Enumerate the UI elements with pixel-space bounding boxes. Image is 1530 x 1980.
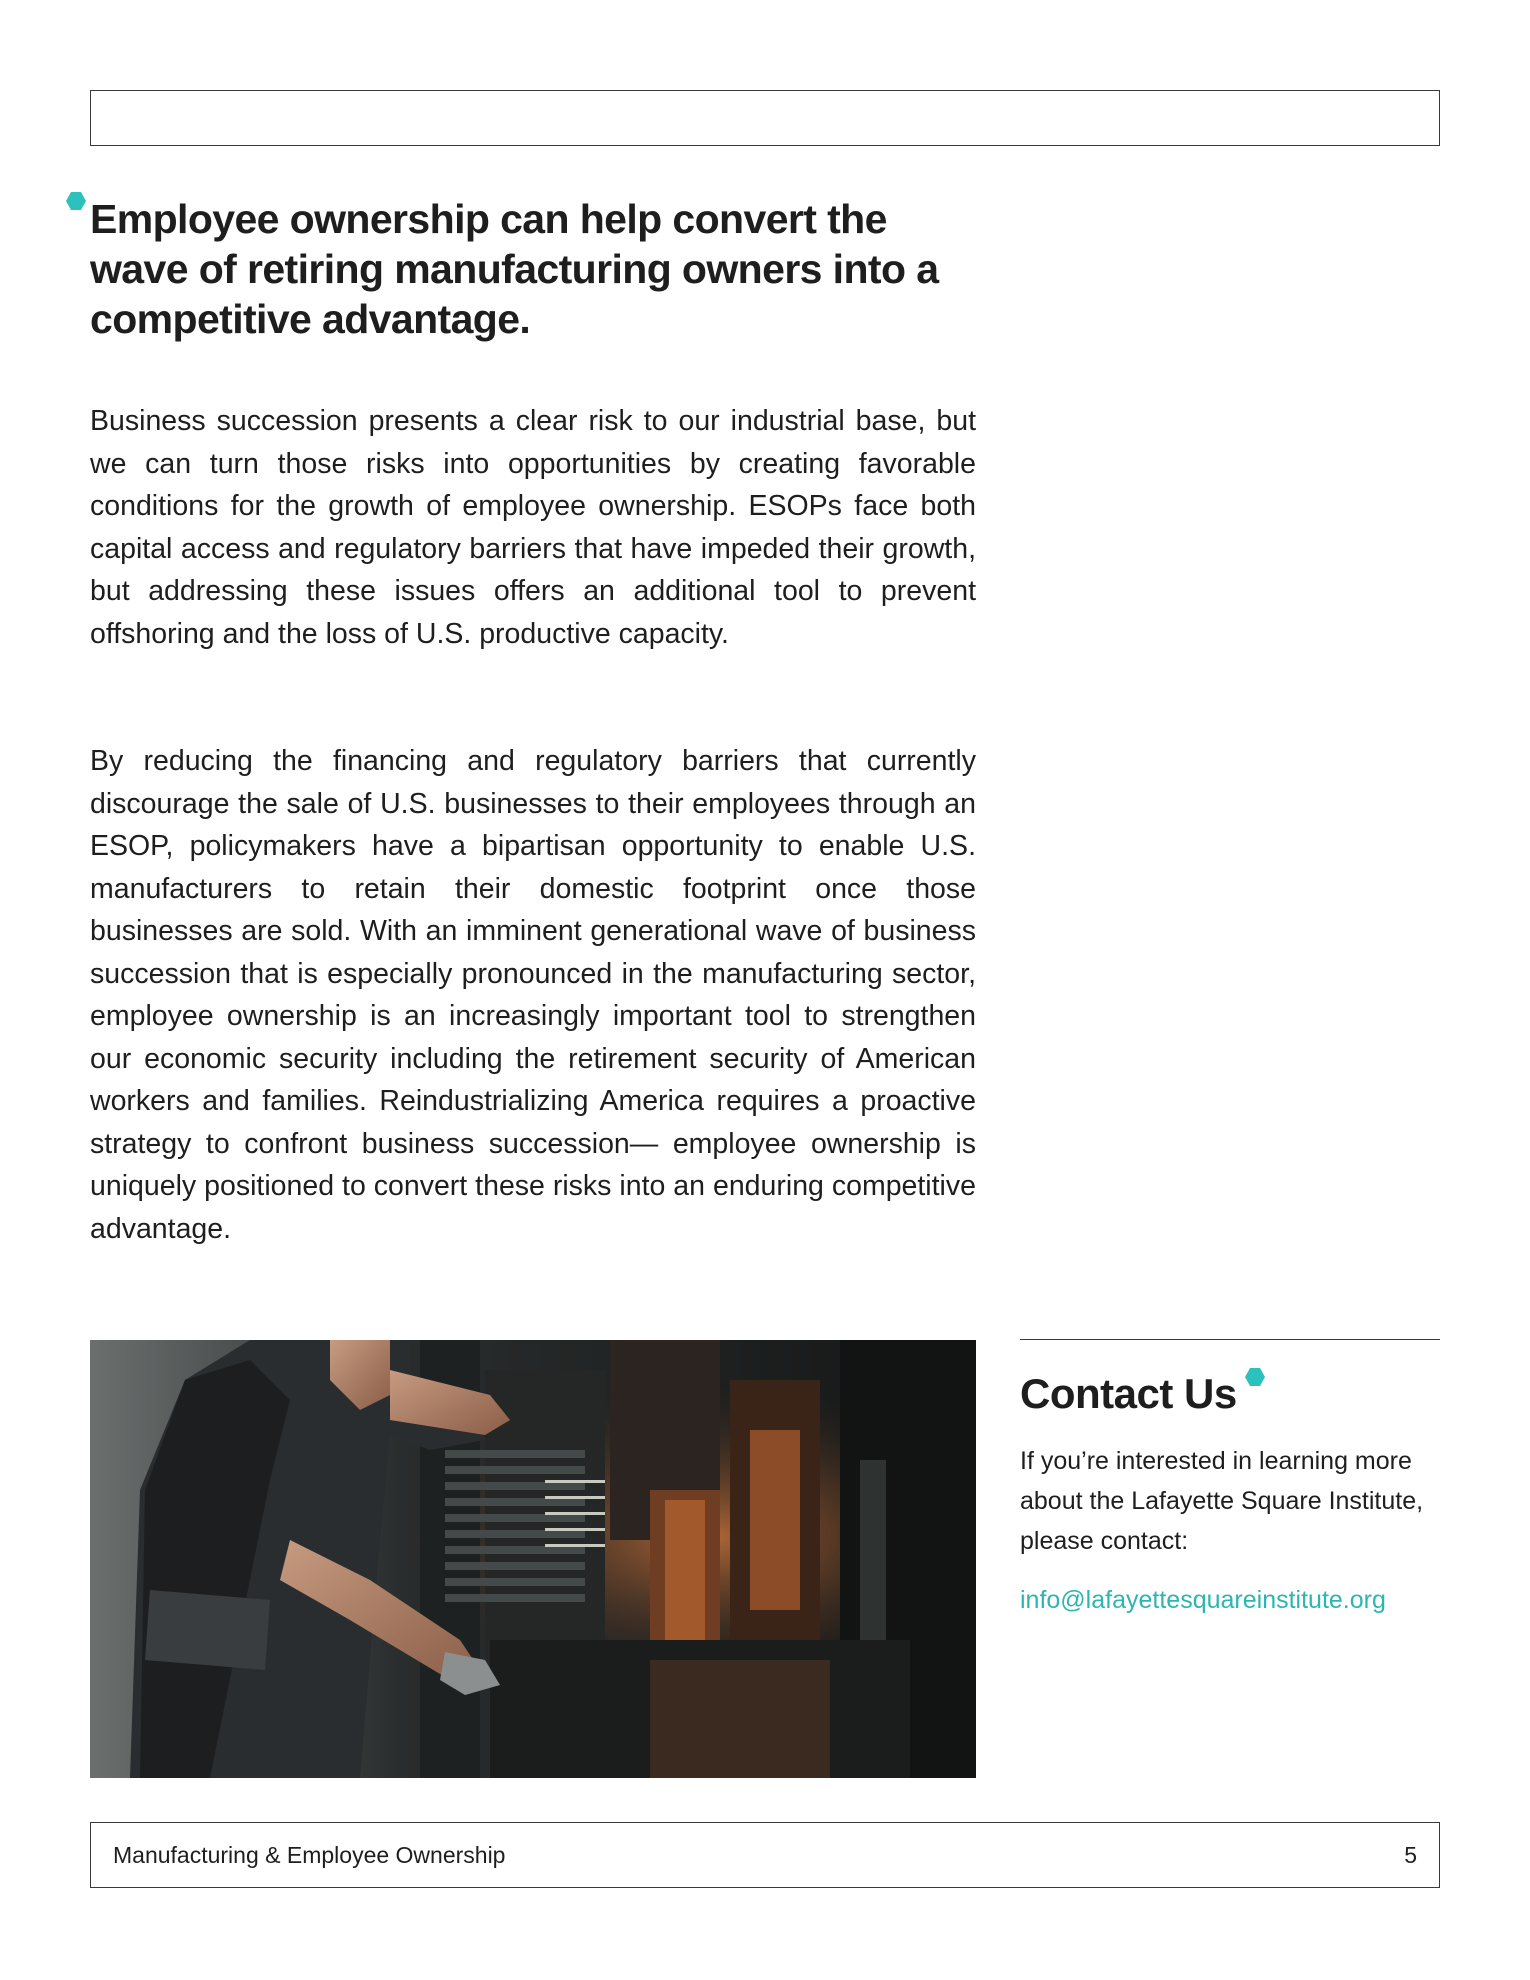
contact-email-link[interactable]: info@lafayettesquareinstitute.org [1020,1586,1386,1614]
body-paragraph-1: Business succession presents a clear risk to our industrial base, but we can turn those risks into opportunities by creating favorable conditions for the growth of employee ownership. ESOPs face both capital access and regulatory barriers that have impeded their growth, but addressing these issues offers an additional tool to prevent offshoring and the loss of U.S. productive capacity. [90,405,976,650]
page-number: 5 [1404,1842,1417,1868]
contact-divider [1020,1339,1440,1340]
contact-title: Contact Us [1020,1370,1237,1417]
header-frame [90,90,1440,146]
hexagon-accent-icon [1245,1368,1265,1386]
page-title: Employee ownership can help convert the wave of retiring manufacturing owners into a competitive advantage. [90,196,939,342]
factory-worker-photo [90,1340,976,1778]
contact-description: If you’re interested in learning more about the Lafayette Square Institute, please contact: [1020,1447,1424,1555]
hexagon-accent-icon [66,192,86,210]
footer-title: Manufacturing & Employee Ownership [113,1842,506,1868]
footer [90,1822,1440,1888]
body-paragraph-2: By reducing the financing and regulatory barriers that currently discourage the sale of U.S. businesses to their employees through an ESOP, policymakers have a bipartisan opportunity to enable U.S. manufacturers to retain their domestic footprint once those businesses are sold. With an imminent generational wave of business succession that is especially pronounced in the manufacturing sector, employee ownership is an increasingly important tool to strengthen our economic security including the retirement security of American workers and families. Reindustrializing America requires a proactive strategy to confront business succession— employee ownership is uniquely positioned to convert these risks into an enduring competitive advantage. [90,745,976,1245]
